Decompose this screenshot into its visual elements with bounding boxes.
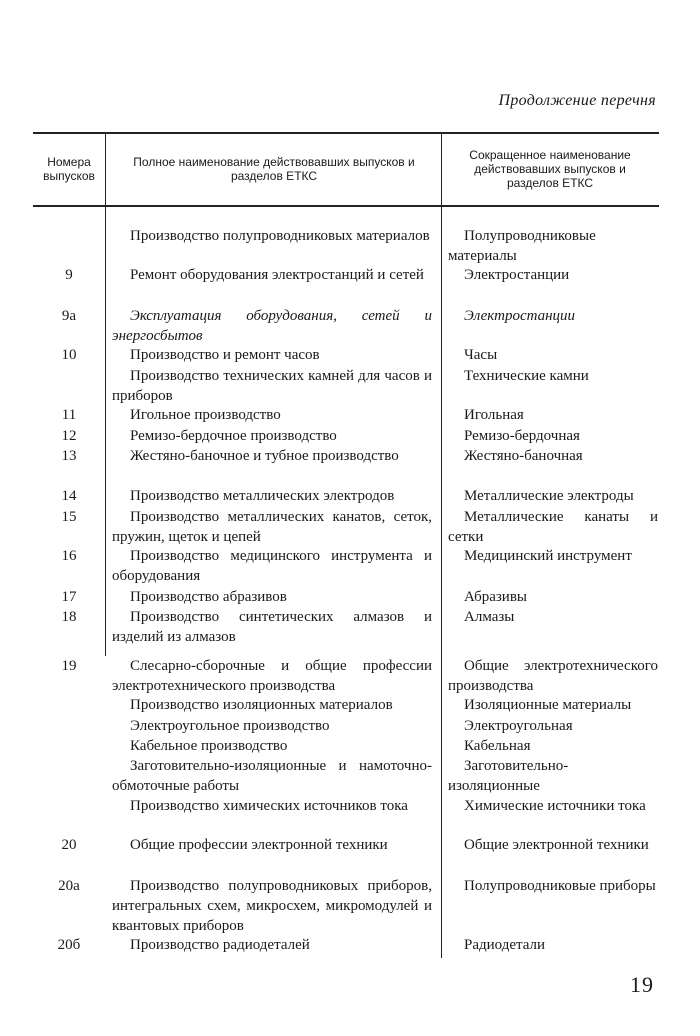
row-full-name: Производство технических камней для часов и приборов — [112, 368, 432, 404]
row-full-name: Производство абразивов — [130, 589, 287, 605]
row-full-name: Производство радиодеталей — [130, 937, 310, 953]
row-short-name: Металлические канаты и сетки — [448, 509, 658, 545]
row-short-name: Заготовительно-изоляционные — [448, 758, 569, 794]
row-full-name: Производство металлических электродов — [130, 488, 395, 504]
row-full-name: Общие профессии электронной техники — [130, 837, 388, 853]
row-full-name: Производство и ремонт часов — [130, 347, 320, 363]
row-full-name: Производство изоляционных материалов — [130, 697, 393, 713]
row-number: 17 — [61, 589, 77, 605]
row-full-name: Заготовительно-изоляционные и намоточно-обмоточные работы — [112, 758, 432, 794]
row-number: 20 — [61, 837, 77, 853]
header-short-name: Сокращенное наименование действовавших выпусков и разделов ЕТКС — [469, 148, 631, 190]
row-short-name: Жестяно-баночная — [464, 448, 583, 464]
row-full-name: Производство медицинского инструмента и оборудования — [112, 548, 432, 584]
row-number: 12 — [61, 428, 77, 444]
row-number: 20а — [58, 878, 80, 894]
row-short-name: Алмазы — [464, 609, 515, 625]
row-full-name: Производство полупроводниковых материалов — [130, 228, 430, 244]
row-full-name: Кабельное производство — [130, 738, 288, 754]
row-full-name: Производство химических источников тока — [130, 798, 408, 814]
row-full-name: Электроугольное производство — [130, 718, 330, 734]
row-number: 9 — [65, 267, 73, 283]
row-number: 9а — [61, 308, 77, 324]
continuation-caption: Продолжение перечня — [498, 92, 656, 109]
row-full-name: Жестяно-баночное и тубное производство — [130, 448, 399, 464]
row-short-name: Медицинский инструмент — [464, 548, 632, 564]
row-number: 16 — [61, 548, 77, 564]
row-short-name: Игольная — [464, 407, 524, 423]
row-short-name: Электростанции — [464, 267, 570, 283]
row-number: 10 — [61, 347, 77, 363]
row-short-name: Кабельная — [464, 738, 531, 754]
row-number: 18 — [61, 609, 77, 625]
row-short-name: Полупроводниковые приборы — [464, 878, 656, 894]
row-short-name: Абразивы — [464, 589, 527, 605]
row-short-name: Полупроводниковые материалы — [448, 228, 596, 264]
row-full-name: Ремонт оборудования электростанций и сетей — [130, 267, 424, 283]
row-short-name: Электроугольная — [464, 718, 573, 734]
row-number: 13 — [61, 448, 77, 464]
row-full-name: Слесарно-сборочные и общие профессии электротехнического производства — [112, 658, 432, 694]
header-full-name: Полное наименование действовавших выпусков и разделов ЕТКС — [133, 155, 415, 183]
row-full-name: Игольное производство — [130, 407, 281, 423]
row-number: 14 — [61, 488, 77, 504]
header-bottom-rule — [33, 205, 659, 207]
column-divider-1 — [105, 132, 106, 656]
row-full-name: Ремизо-бердочное производство — [130, 428, 337, 444]
row-short-name: Общие электронной техники — [464, 837, 649, 853]
page-number: 19 — [630, 972, 654, 997]
row-full-name: Производство синтетических алмазов и изделий из алмазов — [112, 609, 432, 645]
row-short-name: Электростанции — [464, 308, 576, 324]
row-number: 20б — [57, 937, 81, 953]
row-short-name: Общие электротехнического производства — [448, 658, 658, 694]
row-short-name: Ремизо-бердочная — [464, 428, 580, 444]
row-full-name: Производство полупроводниковых приборов, интегральных схем, микросхем, микромодулей и квантовых приборов — [112, 878, 432, 934]
header-num: Номера выпусков — [43, 155, 95, 183]
row-short-name: Химические источники тока — [464, 798, 646, 814]
column-divider-2 — [441, 132, 442, 958]
row-short-name: Металлические электроды — [464, 488, 634, 504]
row-full-name: Эксплуатация оборудования, сетей и энергосбытов — [112, 308, 432, 344]
row-full-name: Производство металлических канатов, сеток, пружин, щеток и цепей — [112, 509, 432, 545]
row-short-name: Часы — [464, 347, 498, 363]
row-number: 19 — [61, 658, 77, 674]
row-short-name: Изоляционные материалы — [464, 697, 632, 713]
row-number: 11 — [61, 407, 77, 423]
row-number: 15 — [61, 509, 77, 525]
row-short-name: Технические камни — [464, 368, 589, 384]
row-short-name: Радиодетали — [464, 937, 546, 953]
